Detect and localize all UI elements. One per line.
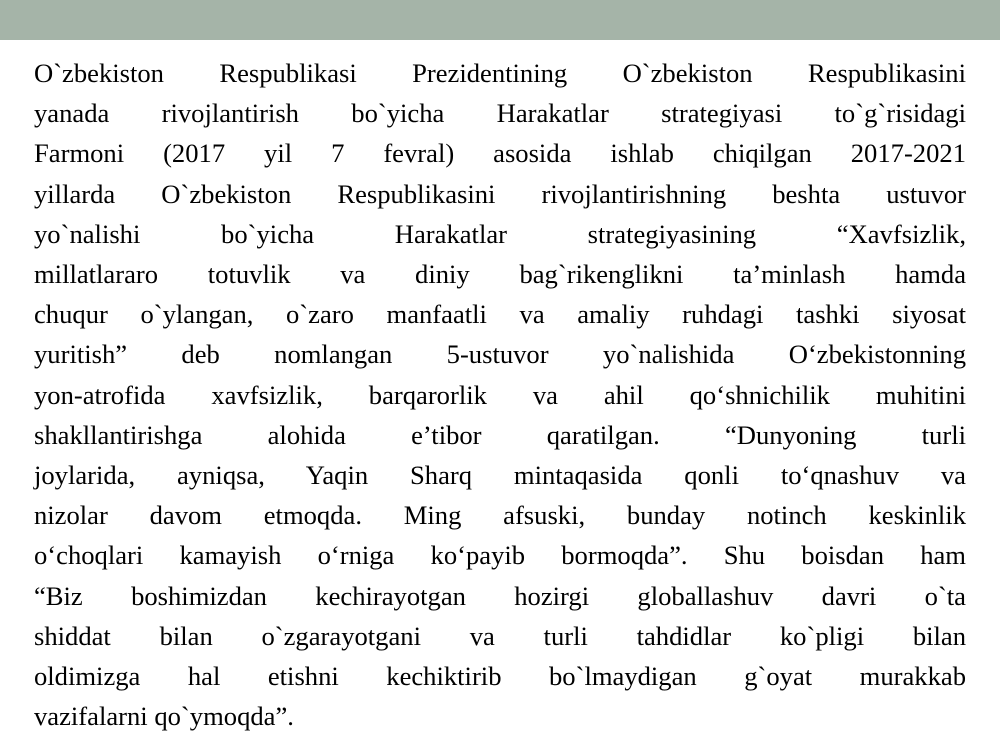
text-line: shiddat bilan o`zgarayotgani va turli tahdidlar ko`pligi bilan	[34, 620, 966, 651]
text-line: Farmoni (2017 yil 7 fevral) asosida ishlab chiqilgan 2017-2021	[34, 138, 966, 169]
text-line: vazifalarni qo`ymoqda”.	[34, 701, 294, 732]
text-line: o‘choqlari kamayish o‘rniga ko‘payib bormoqda”. Shu boisdan ham	[34, 540, 966, 571]
text-line: millatlararo totuvlik va diniy bag`rikenglikni ta’minlash hamda	[34, 259, 966, 290]
text-line: “Biz boshimizdan kechirayotgan hozirgi globallashuv davri o`ta	[34, 580, 966, 611]
header-bar	[0, 0, 1000, 40]
text-line: yon-atrofida xavfsizlik, barqarorlik va ahil qo‘shnichilik muhitini	[34, 379, 966, 410]
text-line: chuqur o`ylangan, o`zaro manfaatli va amaliy ruhdagi tashki siyosat	[34, 299, 966, 330]
text-line: yillarda O`zbekiston Respublikasini rivojlantirishning beshta ustuvor	[34, 178, 966, 209]
text-line: shakllantirishga alohida e’tibor qaratilgan. “Dunyoning turli	[34, 419, 966, 450]
text-line: oldimizga hal etishni kechiktirib bo`lmaydigan g`oyat murakkab	[34, 661, 966, 692]
text-line: yo`nalishi bo`yicha Harakatlar strategiyasining “Xavfsizlik,	[34, 218, 966, 249]
text-line: yuritish” deb nomlangan 5-ustuvor yo`nalishida O‘zbekistonning	[34, 339, 966, 370]
text-line: O`zbekiston Respublikasi Prezidentining O`zbekiston Respublikasini	[34, 58, 966, 88]
body-paragraph	[34, 53, 966, 736]
text-line: yanada rivojlantirish bo`yicha Harakatlar strategiyasi to`g`risidagi	[34, 98, 966, 129]
text-line: nizolar davom etmoqda. Ming afsuski, bunday notinch keskinlik	[34, 500, 966, 531]
text-line: joylarida, ayniqsa, Yaqin Sharq mintaqasida qonli to‘qnashuv va	[34, 460, 966, 491]
